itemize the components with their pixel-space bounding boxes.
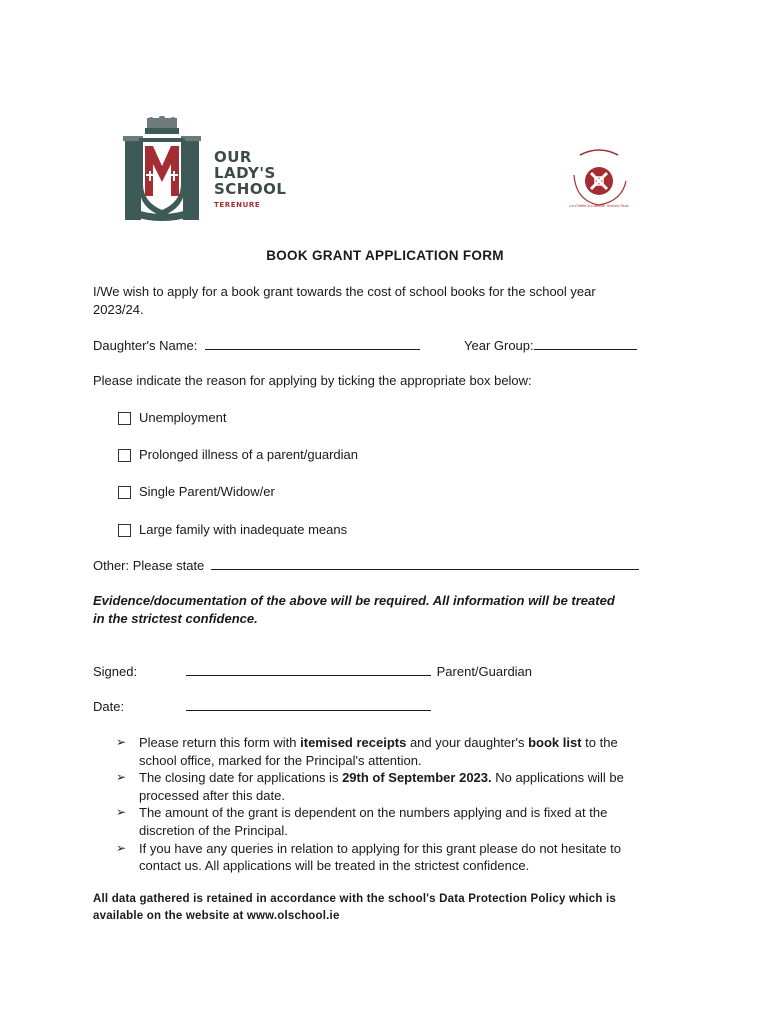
- school-crest-icon: [121, 116, 211, 226]
- parent-guardian-label: Parent/Guardian: [436, 664, 533, 679]
- reason-option-large-family[interactable]: [118, 521, 347, 539]
- reason-option-single-parent[interactable]: [118, 483, 275, 501]
- instructions-list: [116, 734, 686, 875]
- trust-logo: [566, 145, 632, 211]
- checkbox[interactable]: [118, 449, 131, 462]
- note-text: to the: [581, 735, 618, 750]
- note-bold: 29th of September 2023.: [342, 770, 492, 786]
- arrow-bullet-icon: ➢: [116, 735, 127, 749]
- data-protection-notice: [93, 891, 693, 925]
- reason-option-unemployment[interactable]: [118, 409, 226, 427]
- school-name-line2: LADY'S: [214, 164, 276, 182]
- school-logo: [121, 116, 296, 226]
- other-reason-field[interactable]: [211, 557, 639, 570]
- daughters-name-label: Daughter's Name:: [93, 338, 198, 353]
- reason-label: Unemployment: [139, 410, 227, 425]
- note-text: discretion of the Principal.: [139, 822, 288, 838]
- signed-label: Signed:: [93, 664, 138, 679]
- checkbox[interactable]: [118, 486, 131, 499]
- note-text: school office, marked for the Principal's attention.: [139, 752, 422, 768]
- note-text: No applications will be: [491, 770, 624, 786]
- other-label: Other: Please state: [93, 558, 205, 573]
- list-item: [116, 804, 686, 839]
- reason-option-illness[interactable]: [118, 446, 358, 464]
- note-bold: itemised receipts: [300, 735, 407, 750]
- footer-line2: available on the website at www.olschool.ie: [93, 910, 340, 922]
- school-location: TERENURE: [214, 201, 261, 209]
- note-text: The closing date for applications is: [139, 770, 343, 786]
- list-item: [116, 734, 686, 769]
- daughters-name-field[interactable]: [205, 337, 420, 350]
- signature-field[interactable]: [186, 663, 431, 676]
- note-text: The amount of the grant is dependent on the numbers applying and is fixed at the: [139, 805, 608, 821]
- year-group-label: Year Group:: [464, 338, 534, 353]
- note-text: If you have any queries in relation to applying for this grant please do not hesitate to: [139, 840, 622, 856]
- checkbox[interactable]: [118, 524, 131, 537]
- form-title: BOOK GRANT APPLICATION FORM: [266, 248, 504, 263]
- arrow-bullet-icon: ➢: [116, 840, 127, 855]
- reason-label: Large family with inadequate means: [139, 522, 348, 537]
- reason-prompt: Please indicate the reason for applying by ticking the appropriate box below:: [93, 373, 532, 388]
- date-label: Date:: [93, 699, 125, 714]
- arrow-bullet-icon: ➢: [116, 805, 127, 820]
- intro-line2: 2023/24.: [93, 302, 144, 317]
- reason-label: Single Parent/Widow/er: [139, 484, 275, 499]
- arrow-bullet-icon: ➢: [116, 770, 127, 785]
- checkbox[interactable]: [118, 412, 131, 425]
- note-text: and your daughter's: [406, 735, 529, 750]
- list-item: [116, 840, 686, 875]
- note-bold: book list: [528, 735, 582, 750]
- evidence-line1: Evidence/documentation of the above will be required. All information will be treated: [93, 593, 615, 608]
- school-name-line1: OUR: [214, 148, 252, 166]
- evidence-line2: in the strictest confidence.: [93, 611, 258, 626]
- list-item: [116, 769, 686, 804]
- year-group-field[interactable]: [534, 337, 637, 350]
- note-text: contact us. All applications will be treated in the strictest confidence.: [139, 858, 530, 874]
- trust-logo-text: Le Chéile A Catholic School Trust: [569, 203, 629, 208]
- school-name-line3: SCHOOL: [214, 180, 287, 198]
- note-text: Please return this form with: [139, 735, 301, 750]
- date-field[interactable]: [186, 698, 431, 711]
- trust-emblem-icon: [566, 145, 632, 211]
- note-text: processed after this date.: [139, 787, 285, 803]
- footer-line1: All data gathered is retained in accordance with the school's Data Protection Policy which is: [93, 893, 616, 905]
- intro-line1: I/We wish to apply for a book grant towards the cost of school books for the school year: [93, 284, 596, 299]
- reason-label: Prolonged illness of a parent/guardian: [139, 447, 358, 462]
